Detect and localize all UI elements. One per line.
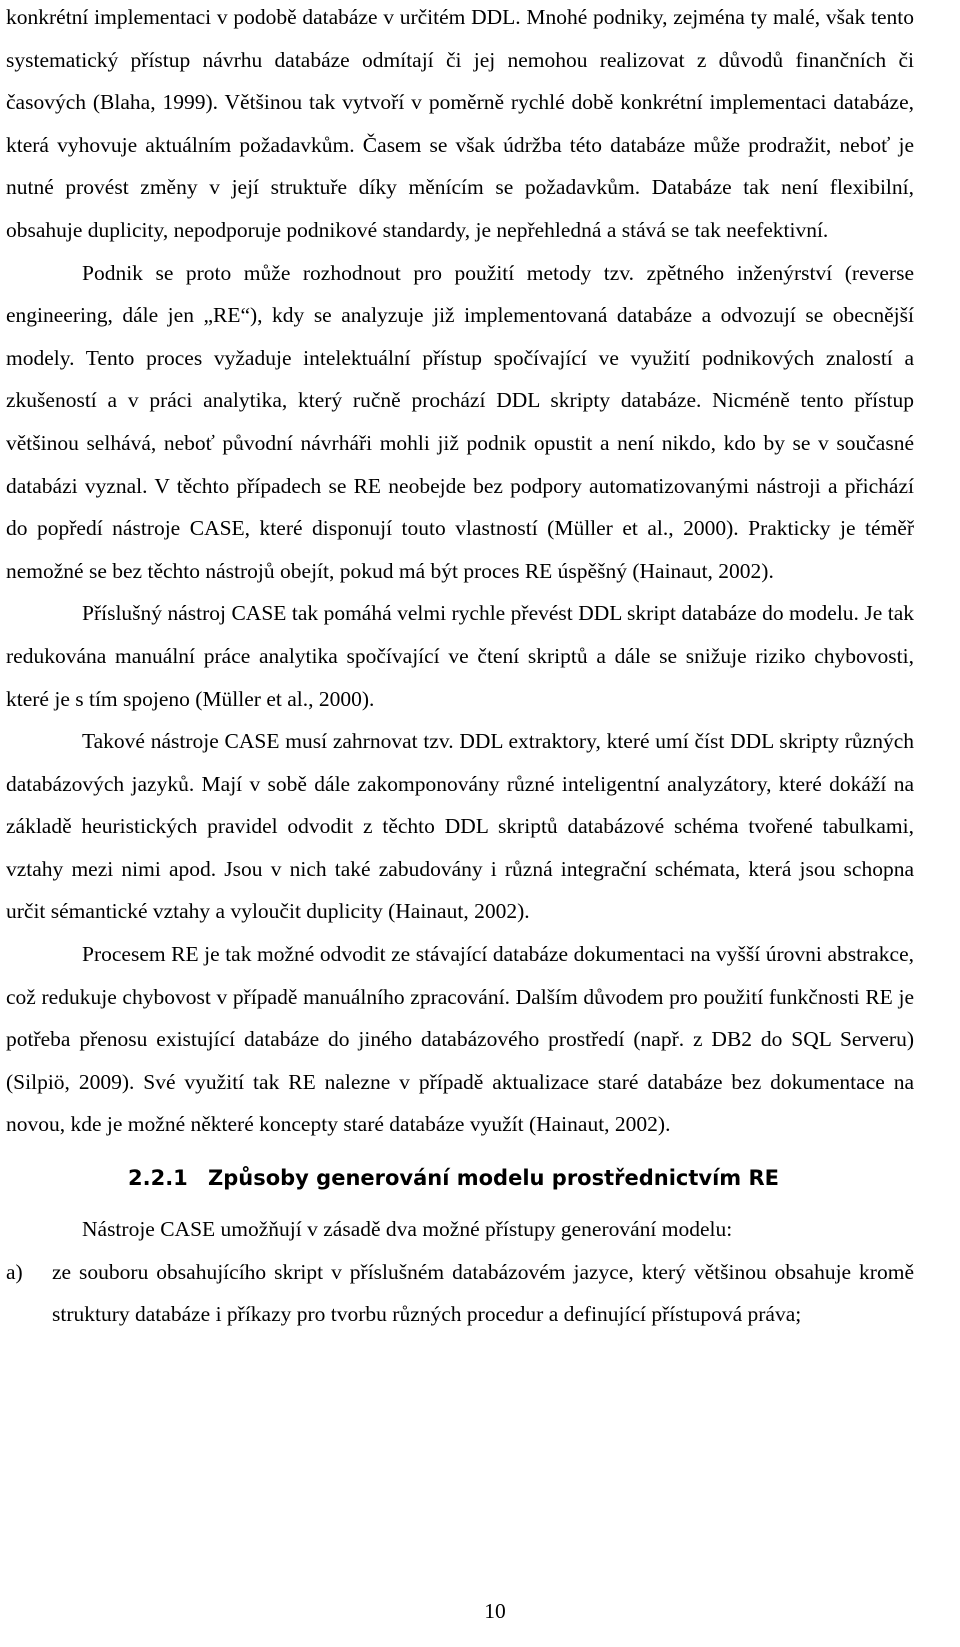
paragraph-5: Procesem RE je tak možné odvodit ze stávající databáze dokumentaci na vyšší úrovni abstrakce, což redukuje chybovost v případě manuálního zpracování. Dalším důvodem pro použití funkčnosti RE je potřeba přenosu existující databáze do jiného databázového prostředí (např. z DB2 do SQL Serveru) (Silpiö, 2009). Své využití tak RE nalezne v případě aktualizace staré databáze bez dokumentace na novou, kde je možné některé koncepty staré databáze využít (Hainaut, 2002).: [6, 942, 914, 1137]
paragraph-after-heading: Nástroje CASE umožňují v zásadě dva možné přístupy generování modelu:: [82, 1217, 733, 1242]
paragraph-2: Podnik se proto může rozhodnout pro použití metody tzv. zpětného inženýrství (reverse engineering, dále jen „RE“), kdy se analyzuje již implementovaná databáze a odvozují se obecnější modely. Tento proces vyžaduje intelektuální přístup spočívající ve využití podnikových znalostí a zkušeností a v práci analytika, který ručně prochází DDL skripty databáze. Nicméně tento přístup většinou selhává, neboť původní návrháři mohli již podnik opustit a není nikdo, kdo by se v současné databázi vyznal. V těchto případech se RE neobejde bez podpory automatizovanými nástroji a přichází do popředí nástroje CASE, které disponují touto vlastností (Müller et al., 2000). Prakticky je téměř nemožné se bez těchto nástrojů obejít, pokud má být proces RE úspěšný (Hainaut, 2002).: [6, 260, 914, 583]
paragraph-3: Příslušný nástroj CASE tak pomáhá velmi rychle převést DDL skript databáze do modelu. Je tak redukována manuální práce analytika spočívající ve čtení skriptů a dále se snižuje riziko chybovosti, které je s tím spojeno (Müller et al., 2000).: [6, 601, 914, 711]
paragraph-4: Takové nástroje CASE musí zahrnovat tzv. DDL extraktory, které umí číst DDL skripty různých databázových jazyků. Mají v sobě dále zakomponovány různé inteligentní analyzátory, které dokáží na základě heuristických pravidel odvodit z těchto DDL skriptů databázové schéma tvořené tabulkami, vztahy mezi nimi apod. Jsou v nich také zabudovány i různá integrační schémata, která jsou schopna určit sémantické vztahy a vyloučit duplicity (Hainaut, 2002).: [6, 729, 914, 924]
section-heading: [6, 1161, 914, 1195]
list-item-a: [6, 1251, 914, 1336]
list-marker: a): [6, 1259, 23, 1284]
list-item-text: ze souboru obsahujícího skript v příslušném databázovém jazyce, který většinou obsahuje kromě struktury databáze i příkazy pro tvorbu různých procedur a definující přístupová práva;: [52, 1259, 914, 1327]
section-number: 2.2.1: [128, 1166, 188, 1191]
page-number: 10: [484, 1599, 506, 1623]
document-page: [6, 0, 914, 1336]
paragraph-1: konkrétní implementaci v podobě databáze v určitém DDL. Mnohé podniky, zejména ty malé, však tento systematický přístup návrhu databáze odmítají či jej nemohou realizovat z důvodů finančních či časových (Blaha, 1999). Většinou tak vytvoří v poměrně rychlé době konkrétní implementaci databáze, která vyhovuje aktuálním požadavkům. Časem se však údržba této databáze může prodražit, neboť je nutné provést změny v její struktuře díky měnícím se požadavkům. Databáze tak není flexibilní, obsahuje duplicity, nepodporuje podnikové standardy, je nepřehledná a stává se tak neefektivní.: [6, 5, 914, 242]
section-title: Způsoby generování modelu prostřednictvím RE: [208, 1166, 779, 1191]
